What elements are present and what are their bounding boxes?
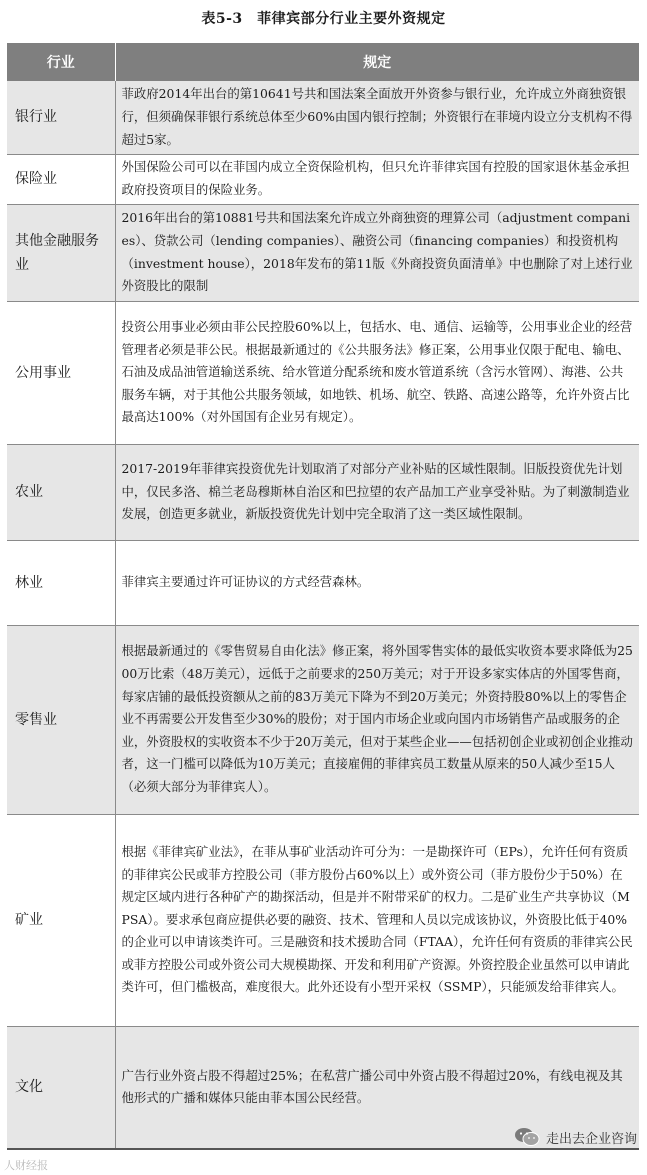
industry-cell: 农业 [7,444,115,540]
watermark-right-text: 走出去企业咨询 [545,1131,637,1147]
table-row [7,301,639,444]
regulations-table [7,43,639,1150]
industry-cell: 矿业 [7,814,115,1026]
watermark-right [514,1127,637,1147]
header-industry: 行业 [7,43,115,81]
table-row [7,204,639,301]
industry-cell: 文化 [7,1026,115,1149]
table-row [7,814,639,1026]
industry-cell: 公用事业 [7,301,115,444]
wechat-icon [514,1127,540,1147]
rule-cell: 2017-2019年菲律宾投资优先计划取消了对部分产业补贴的区域性限制。旧版投资优先计划中，仅民多洛、棉兰老岛穆斯林自治区和巴拉望的农产品加工产业享受补贴。为了刺激制造业发展，创造更多就业，新版投资优先计划中完全取消了这一类区域性限制。 [115,444,639,540]
watermark-left: 人财经报 [4,1159,48,1172]
rule-cell: 广告行业外资占股不得超过25%；在私营广播公司中外资占股不得超过20%，有线电视及其他形式的广播和媒体只能由菲本国公民经营。 [115,1026,639,1149]
table-row [7,625,639,814]
table-title: 表5-3 菲律宾部分行业主要外资规定 [201,11,446,27]
rule-cell: 根据《菲律宾矿业法》，在菲从事矿业活动许可分为：一是勘探许可（EPs），允许任何有资质的菲律宾公民或菲方控股公司（菲方股份占60%以上）或外资公司（菲方股份少于50%）在规定区域内进行各种矿产的勘探活动，但是并不附带采矿的权力。二是矿业生产共享协议（MPSA）。要求承包商应提供必要的融资、技术、管理和人员以完成该协议，外资股比低于40%的企业可以申请该类许可。三是融资和技术援助合同（FTAA），允许任何有资质的菲律宾公民或菲方控股公司或外资公司大规模勘探、开发和利用矿产资源。外资控股企业虽然可以申请此类许可，但门槛极高，难度很大。此外还设有小型开采权（SSMP），只能颁发给菲律宾人。 [115,814,639,1026]
header-rule: 规定 [115,43,639,81]
table-row [7,81,639,154]
rule-cell: 菲政府2014年出台的第10641号共和国法案全面放开外资参与银行业，允许成立外商独资银行，但须确保菲银行系统总体至少60%由国内银行控制；外资银行在菲境内设立分支机构不得超过5家。 [115,81,639,154]
rule-cell: 2016年出台的第10881号共和国法案允许成立外商独资的理算公司（adjustment companies）、贷款公司（lending companies）、融资公司（financing companies）和投资机构（investment house），2018年发布的第11版《外商投资负面清单》中也删除了对上述行业外资股比的限制 [115,204,639,301]
industry-cell: 零售业 [7,625,115,814]
table-row [7,444,639,540]
industry-cell: 其他金融服务业 [7,204,115,301]
rule-cell: 外国保险公司可以在菲国内成立全资保险机构，但只允许菲律宾国有控股的国家退休基金承担政府投资项目的保险业务。 [115,154,639,204]
rule-cell: 菲律宾主要通过许可证协议的方式经营森林。 [115,540,639,625]
rule-cell: 根据最新通过的《零售贸易自由化法》修正案，将外国零售实体的最低实收资本要求降低为2500万比索（48万美元），远低于之前要求的250万美元；对于开设多家实体店的外国零售商，每家店铺的最低投资额从之前的83万美元下降为不到20万美元；外资持股80%以上的零售企业不再需要公开发售至少30%的股份；对于国内市场企业或向国内市场销售产品或服务的企业，外资股权的实收资本不少于20万美元，但对于某些企业——包括初创企业或初创企业推动者，这一门槛可以降低为10万美元；直接雇佣的菲律宾员工数量从原来的50人减少至15人（必须大部分为菲律宾人）。 [115,625,639,814]
industry-cell: 林业 [7,540,115,625]
table-header-row [7,43,639,81]
table-row [7,540,639,625]
industry-cell: 保险业 [7,154,115,204]
industry-cell: 银行业 [7,81,115,154]
table-row [7,154,639,204]
rule-cell: 投资公用事业必须由菲公民控股60%以上，包括水、电、通信、运输等，公用事业企业的经营管理者必须是菲公民。根据最新通过的《公共服务法》修正案，公用事业仅限于配电、输电、石油及成品油管道输送系统、给水管道分配系统和废水管道系统（含污水管网）、海港、公共服务车辆，对于其他公共服务领域，如地铁、机场、航空、铁路、高速公路等，允许外资占比最高达100%（对外国国有企业另有规定）。 [115,301,639,444]
